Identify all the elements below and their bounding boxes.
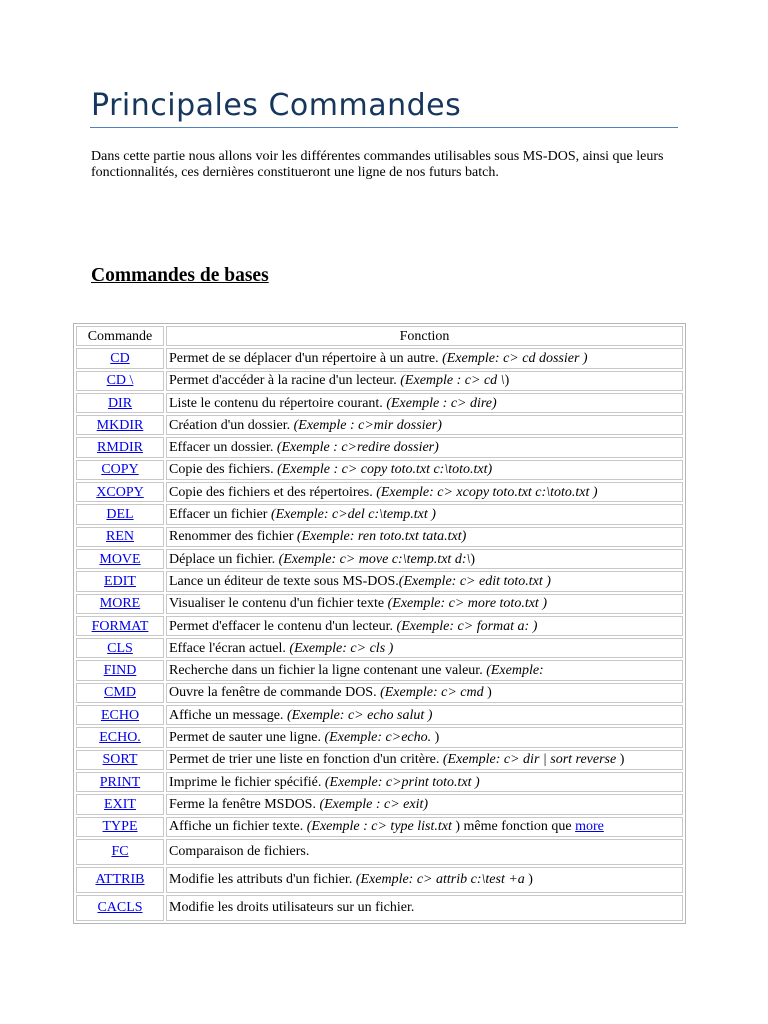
function-description: Lance un éditeur de texte sous MS-DOS.	[169, 573, 399, 589]
table-row	[76, 348, 683, 368]
function-cell	[166, 460, 683, 480]
command-link[interactable]: MORE	[99, 596, 141, 612]
table-row	[76, 393, 683, 413]
function-example: (Exemple: c> attrib c:\test +a	[355, 872, 529, 888]
command-link[interactable]: EXIT	[104, 796, 136, 812]
function-cell	[166, 437, 683, 457]
function-cell	[166, 527, 683, 547]
function-cell	[166, 750, 683, 770]
function-example: (Exemple: c> more toto.txt )	[387, 596, 547, 612]
function-cell	[166, 482, 683, 502]
function-example: (Exemple: c> dir | sort reverse	[442, 752, 620, 768]
title-underline-rule	[90, 127, 678, 128]
function-description: Déplace un fichier.	[169, 551, 279, 567]
table-row	[76, 794, 683, 814]
function-cell	[166, 817, 683, 837]
function-description: Modifie les droits utilisateurs sur un fichier.	[169, 900, 415, 916]
function-example: (Exemple:	[486, 663, 544, 679]
function-suffix: )	[504, 373, 510, 389]
command-link[interactable]: MOVE	[99, 551, 141, 567]
function-suffix: )	[619, 752, 625, 768]
command-link[interactable]: REN	[106, 529, 134, 545]
function-cell	[166, 705, 683, 725]
command-link[interactable]: CMD	[104, 685, 136, 701]
function-description: Affiche un message.	[169, 707, 287, 723]
command-cell	[76, 817, 164, 837]
function-description: Liste le contenu du répertoire courant.	[169, 395, 387, 411]
function-cell	[166, 415, 683, 435]
function-cell	[166, 504, 683, 524]
table-header-row	[76, 326, 683, 346]
command-cell	[76, 638, 164, 658]
command-cell	[76, 527, 164, 547]
command-link[interactable]: ECHO	[100, 707, 140, 723]
command-link[interactable]: FIND	[103, 663, 137, 679]
table-row	[76, 660, 683, 680]
function-cell	[166, 393, 683, 413]
command-cell	[76, 683, 164, 703]
table-row	[76, 727, 683, 747]
command-cell	[76, 482, 164, 502]
function-example: (Exemple: c> echo salut )	[286, 707, 433, 723]
section-heading: Commandes de bases	[91, 265, 269, 286]
command-link[interactable]: FC	[111, 844, 129, 860]
function-description: Efface l'écran actuel.	[169, 640, 290, 656]
table-row	[76, 750, 683, 770]
function-cell	[166, 371, 683, 391]
function-example: (Exemple: c> cd dossier )	[442, 350, 588, 366]
table-row	[76, 504, 683, 524]
function-suffix: ) même fonction que	[455, 819, 576, 835]
function-description: Permet de se déplacer d'un répertoire à un autre.	[169, 350, 443, 366]
function-cell	[166, 772, 683, 792]
command-link[interactable]: CACLS	[97, 900, 143, 916]
function-description: Comparaison de fichiers.	[169, 844, 310, 860]
table-row	[76, 482, 683, 502]
table-row	[76, 638, 683, 658]
command-cell	[76, 393, 164, 413]
function-example: (Exemple : c>mir dossier)	[293, 417, 442, 433]
table-row	[76, 594, 683, 614]
function-cell	[166, 683, 683, 703]
function-cell	[166, 549, 683, 569]
table-row	[76, 772, 683, 792]
command-link[interactable]: TYPE	[102, 819, 138, 835]
function-description: Copie des fichiers.	[169, 462, 278, 478]
command-cell	[76, 571, 164, 591]
command-link[interactable]: COPY	[101, 462, 139, 478]
function-example: (Exemple: c> edit toto.txt )	[398, 573, 551, 589]
command-link[interactable]: XCOPY	[96, 484, 144, 500]
command-cell	[76, 549, 164, 569]
function-description: Recherche dans un fichier la ligne contenant une valeur.	[169, 663, 487, 679]
function-example: (Exemple: ren toto.txt tata.txt)	[296, 529, 467, 545]
function-cell	[166, 638, 683, 658]
function-example: (Exemple: c> xcopy toto.txt c:\toto.txt )	[376, 484, 598, 500]
function-cell	[166, 727, 683, 747]
function-example: (Exemple: c> format a: )	[396, 618, 538, 634]
function-description: Visualiser le contenu d'un fichier texte	[169, 596, 388, 612]
function-suffix: )	[434, 729, 440, 745]
command-cell	[76, 371, 164, 391]
intro-paragraph: Dans cette partie nous allons voir les différentes commandes utilisables sous MS-DOS, ainsi que leurs fonctionnalités, ces dernières constitueront une ligne de nos futurs batch.	[91, 149, 664, 180]
function-description: Affiche un fichier texte.	[169, 819, 307, 835]
command-link[interactable]: DEL	[106, 507, 134, 523]
table-row	[76, 460, 683, 480]
function-description: Effacer un fichier	[169, 507, 271, 523]
command-link[interactable]: EDIT	[104, 573, 136, 589]
command-cell	[76, 348, 164, 368]
function-description: Copie des fichiers et des répertoires.	[169, 484, 377, 500]
command-link[interactable]: CD	[110, 350, 130, 366]
table-row	[76, 571, 683, 591]
function-cell	[166, 794, 683, 814]
function-example: (Exemple: c>print toto.txt )	[324, 774, 480, 790]
function-cell	[166, 571, 683, 591]
function-example: (Exemple: c> cmd	[380, 685, 488, 701]
command-cell	[76, 772, 164, 792]
function-example: (Exemple : c>redire dossier)	[276, 440, 439, 456]
command-cell	[76, 705, 164, 725]
command-cell	[76, 727, 164, 747]
function-description: Permet d'accéder à la racine d'un lecteur.	[169, 373, 401, 389]
function-description: Permet de trier une liste en fonction d'un critère.	[169, 752, 443, 768]
function-example: (Exemple: c>echo.	[324, 729, 435, 745]
command-link[interactable]: ATTRIB	[95, 872, 145, 888]
command-link[interactable]: FORMAT	[91, 618, 149, 634]
command-link[interactable]: DIR	[107, 395, 133, 411]
function-cell	[166, 867, 683, 893]
function-suffix: )	[470, 551, 476, 567]
function-description: Renommer des fichier	[169, 529, 297, 545]
function-cell	[166, 839, 683, 865]
command-cell	[76, 794, 164, 814]
command-cell	[76, 594, 164, 614]
table-row	[76, 527, 683, 547]
table-row	[76, 415, 683, 435]
function-example: (Exemple: c> cls )	[289, 640, 394, 656]
function-example: (Exemple : c> dire)	[386, 395, 497, 411]
function-example: (Exemple : c> type list.txt	[306, 819, 456, 835]
command-cell	[76, 660, 164, 680]
function-cell	[166, 895, 683, 921]
table-row	[76, 839, 683, 865]
function-description: Modifie les attributs d'un fichier.	[169, 872, 356, 888]
function-description: Permet de sauter une ligne.	[169, 729, 325, 745]
table-row	[76, 683, 683, 703]
function-example: (Exemple: c> move c:\temp.txt d:\	[278, 551, 471, 567]
table-row	[76, 867, 683, 893]
function-cell	[166, 660, 683, 680]
command-cell	[76, 504, 164, 524]
table-row	[76, 705, 683, 725]
table-row	[76, 895, 683, 921]
command-cell	[76, 839, 164, 865]
function-link[interactable]: more	[575, 819, 604, 835]
function-example: (Exemple : c> copy toto.txt c:\toto.txt)	[277, 462, 493, 478]
function-suffix: )	[487, 685, 492, 701]
function-suffix: )	[528, 872, 533, 888]
command-cell	[76, 460, 164, 480]
function-description: Ouvre la fenêtre de commande DOS.	[169, 685, 381, 701]
function-example: (Exemple : c> cd \	[400, 373, 505, 389]
function-description: Effacer un dossier.	[169, 440, 277, 456]
command-cell	[76, 895, 164, 921]
function-example: (Exemple: c>del c:\temp.txt )	[270, 507, 436, 523]
table-row	[76, 437, 683, 457]
function-description: Ferme la fenêtre MSDOS.	[169, 796, 320, 812]
command-cell	[76, 437, 164, 457]
command-link[interactable]: SORT	[102, 752, 138, 768]
command-cell	[76, 867, 164, 893]
command-link[interactable]: CD \	[106, 373, 134, 389]
function-cell	[166, 594, 683, 614]
command-link[interactable]: PRINT	[99, 774, 141, 790]
table-row	[76, 616, 683, 636]
function-description: Création d'un dossier.	[169, 417, 294, 433]
function-cell	[166, 616, 683, 636]
table-row	[76, 371, 683, 391]
function-description: Permet d'effacer le contenu d'un lecteur.	[169, 618, 397, 634]
page-title: Principales Commandes	[91, 88, 462, 123]
table-row	[76, 817, 683, 837]
command-link[interactable]: RMDIR	[97, 440, 143, 456]
command-cell	[76, 616, 164, 636]
header-function: Fonction	[166, 326, 683, 346]
function-example: (Exemple : c> exit)	[319, 796, 429, 812]
table-row	[76, 549, 683, 569]
command-link[interactable]: MKDIR	[96, 417, 144, 433]
command-cell	[76, 415, 164, 435]
command-link[interactable]: ECHO.	[99, 729, 141, 745]
header-command: Commande	[76, 326, 164, 346]
function-cell	[166, 348, 683, 368]
function-description: Imprime le fichier spécifié.	[169, 774, 325, 790]
commands-table	[73, 323, 686, 924]
command-link[interactable]: CLS	[107, 640, 133, 656]
command-cell	[76, 750, 164, 770]
